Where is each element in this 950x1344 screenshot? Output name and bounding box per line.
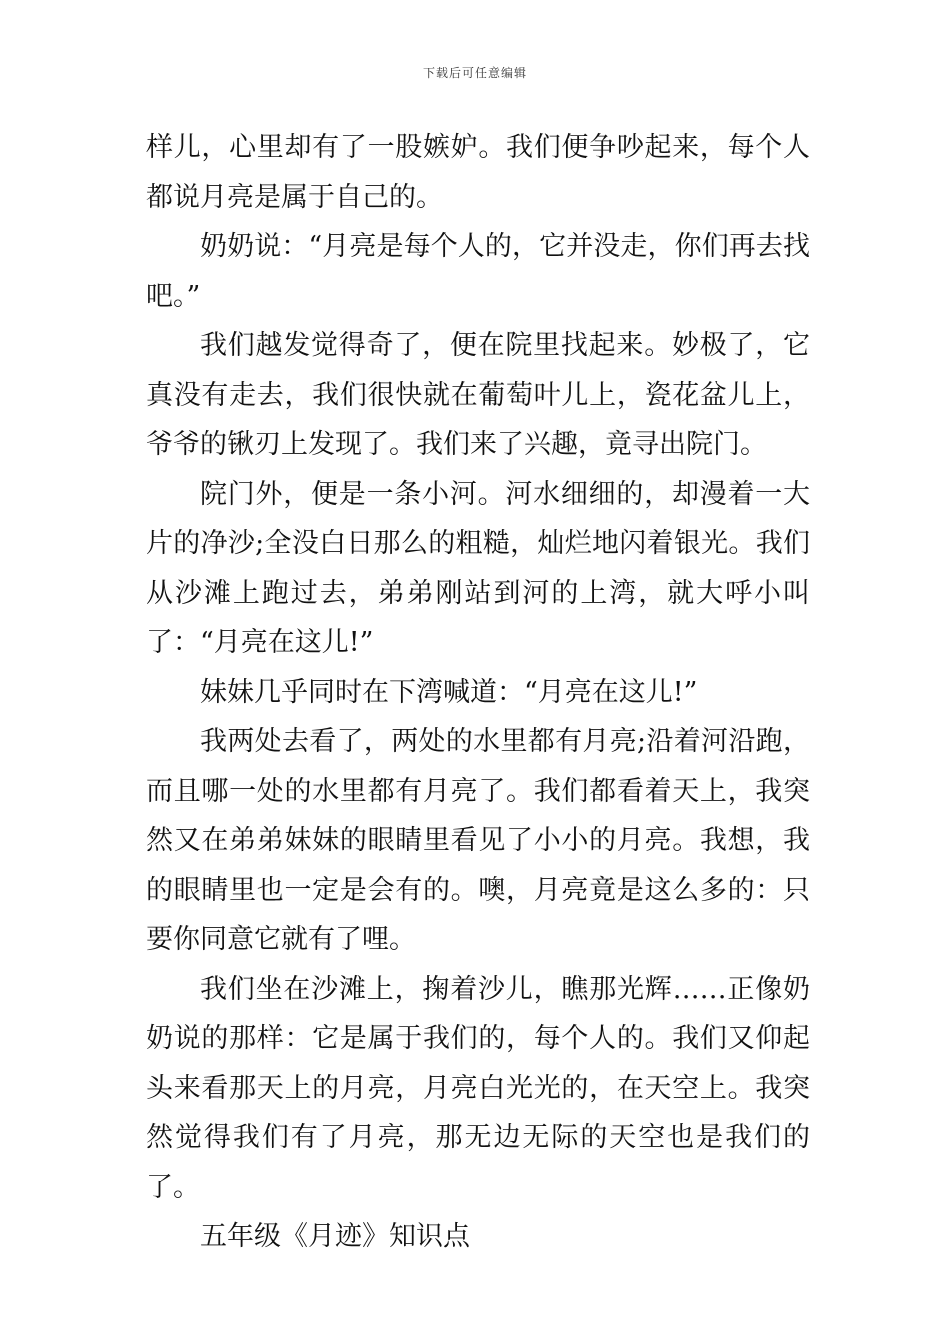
paragraph-continued: 样儿，心里却有了一股嫉妒。我们便争吵起来，每个人都说月亮是属于自己的。 [146, 132, 810, 213]
section-title: 五年级《月迹》知识点 [200, 1221, 470, 1252]
paragraph: 奶奶说：“月亮是每个人的，它并没走，你们再去找吧。” [146, 231, 810, 312]
paragraph: 我两处去看了，两处的水里都有月亮;沿着河沿跑，而且哪一处的水里都有月亮了。我们都看着天上，我突然又在弟弟妹妹的眼睛里看见了小小的月亮。我想，我的眼睛里也一定是会有的。噢，月亮竟是这么多的：只要你同意它就有了哩。 [146, 726, 810, 955]
paragraph: 我们越发觉得奇了，便在院里找起来。妙极了，它真没有走去，我们很快就在葡萄叶儿上，瓷花盆儿上，爷爷的锹刃上发现了。我们来了兴趣，竟寻出院门。 [146, 330, 810, 460]
paragraph: 妹妹几乎同时在下湾喊道：“月亮在这儿!” [200, 676, 698, 708]
paragraph: 院门外，便是一条小河。河水细细的，却漫着一大片的净沙;全没白日那么的粗糙，灿烂地闪着银光。我们从沙滩上跑过去，弟弟刚站到河的上湾，就大呼小叫了：“月亮在这儿!” [146, 478, 810, 658]
document-body [146, 123, 810, 1262]
page-header-note: 下载后可任意编辑 [422, 66, 527, 80]
paragraph: 我们坐在沙滩上，掬着沙儿，瞧那光辉……正像奶奶说的那样：它是属于我们的，每个人的。我们又仰起头来看那天上的月亮，月亮白光光的，在天空上。我突然觉得我们有了月亮，那无边无际的天空也是我们的了。 [146, 973, 810, 1203]
